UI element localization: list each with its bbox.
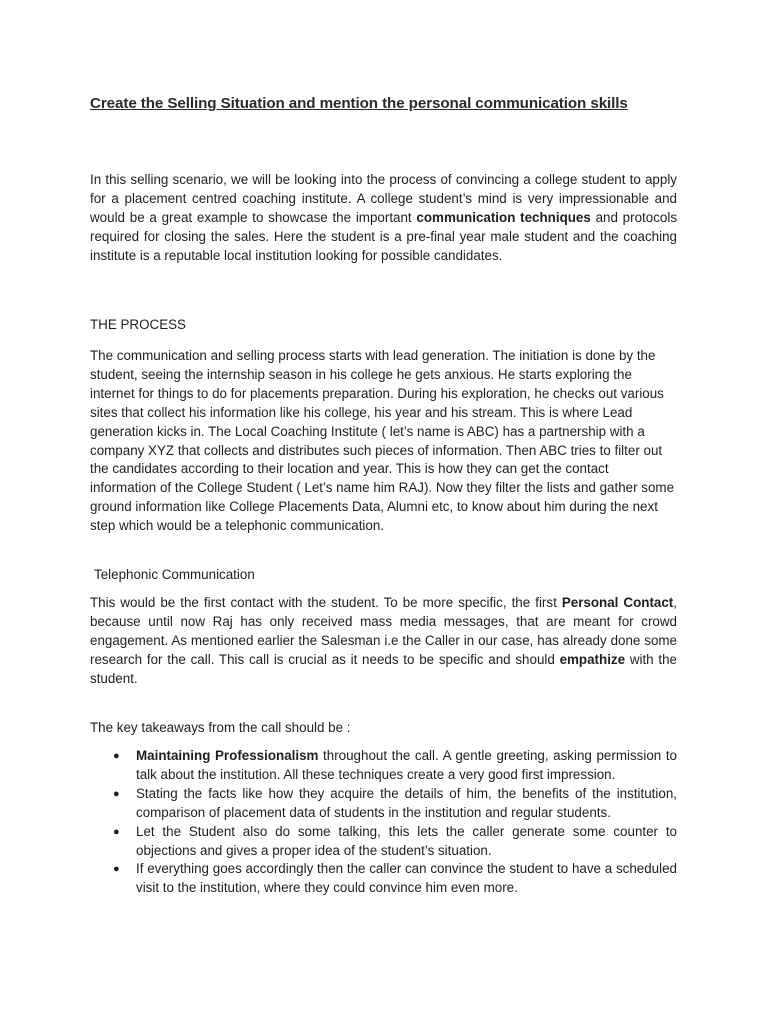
takeaways-list	[90, 747, 677, 898]
bullet-icon: ●	[113, 825, 120, 838]
intro-paragraph	[90, 171, 677, 266]
telephonic-text-2: , because until now Raj has only received mass media messages, that are meant for crowd engagement. As mentioned earlier the Salesman i.e the Caller in our case, has already done some research for the call. This call is crucial as it needs to be specific and should	[90, 595, 677, 667]
list-item	[90, 823, 677, 861]
intro-text-2: and protocols required for closing the sales. Here the student is a pre-final year male student and the coaching institute is a reputable local institution looking for possible candidates.	[90, 209, 678, 263]
list-item	[90, 860, 677, 898]
telephonic-bold-empathize: empathize	[559, 651, 626, 667]
intro-bold-communication-techniques: communication techniques	[416, 209, 591, 225]
bullet-icon: ●	[113, 750, 120, 762]
telephonic-bold-personal-contact: Personal Contact	[561, 595, 674, 610]
list-item-text: Let the Student also do some talking, this lets the caller generate some counter to objections and gives a proper idea of the student’s situation.	[136, 823, 677, 858]
bullet-icon: ●	[113, 863, 120, 876]
intro-text-1: In this selling scenario, we will be looking into the process of convincing a college student to apply for a placement centred coaching institute. A college student’s mind is very impressionable and would be a great example to showcase the important	[90, 172, 677, 225]
list-item-text: Stating the facts like how they acquire the details of him, the benefits of the institution, comparison of placement data of students in the institution and regular students.	[136, 785, 677, 820]
process-heading: THE PROCESS	[90, 317, 186, 332]
list-item	[90, 747, 677, 785]
list-item-text: If everything goes accordingly then the caller can convince the student to have a scheduled visit to the institution, where they could convince him even more.	[136, 861, 677, 896]
bullet-icon: ●	[113, 787, 120, 800]
list-item	[90, 785, 677, 823]
list-item-text: throughout the call. A gentle greeting, asking permission to talk about the institution. All these techniques create a very good first impression.	[136, 748, 677, 782]
list-item-bold: Maintaining Professionalism	[136, 748, 319, 763]
telephonic-heading: Telephonic Communication	[94, 567, 255, 582]
takeaways-intro: The key takeaways from the call should be :	[90, 720, 351, 735]
telephonic-paragraph	[90, 594, 677, 689]
document-title: Create the Selling Situation and mention the personal communication skills	[90, 95, 628, 112]
telephonic-text-3: with the student.	[90, 651, 677, 686]
process-paragraph: The communication and selling process starts with lead generation. The initiation is done by the student, seeing the internship season in his college he gets anxious. He starts exploring the internet for things to do for placements preparation. During his exploration, he checks out various sites that collect his information like his college, his year and his stream. This is where Lead generation kicks in. The Local Coaching Institute ( let’s name is ABC) has a partnership with a company XYZ that collects and distributes such pieces of information. Then ABC tries to filter out the candidates according to their location and year. This is how they can get the contact information of the College Student ( Let’s name him RAJ). Now they filter the lists and gather some ground information like College Placements Data, Alumni etc, to know about him during the next step which would be a telephonic communication.	[90, 348, 675, 534]
telephonic-text-1: This would be the first contact with the student. To be more specific, the first	[90, 595, 562, 610]
